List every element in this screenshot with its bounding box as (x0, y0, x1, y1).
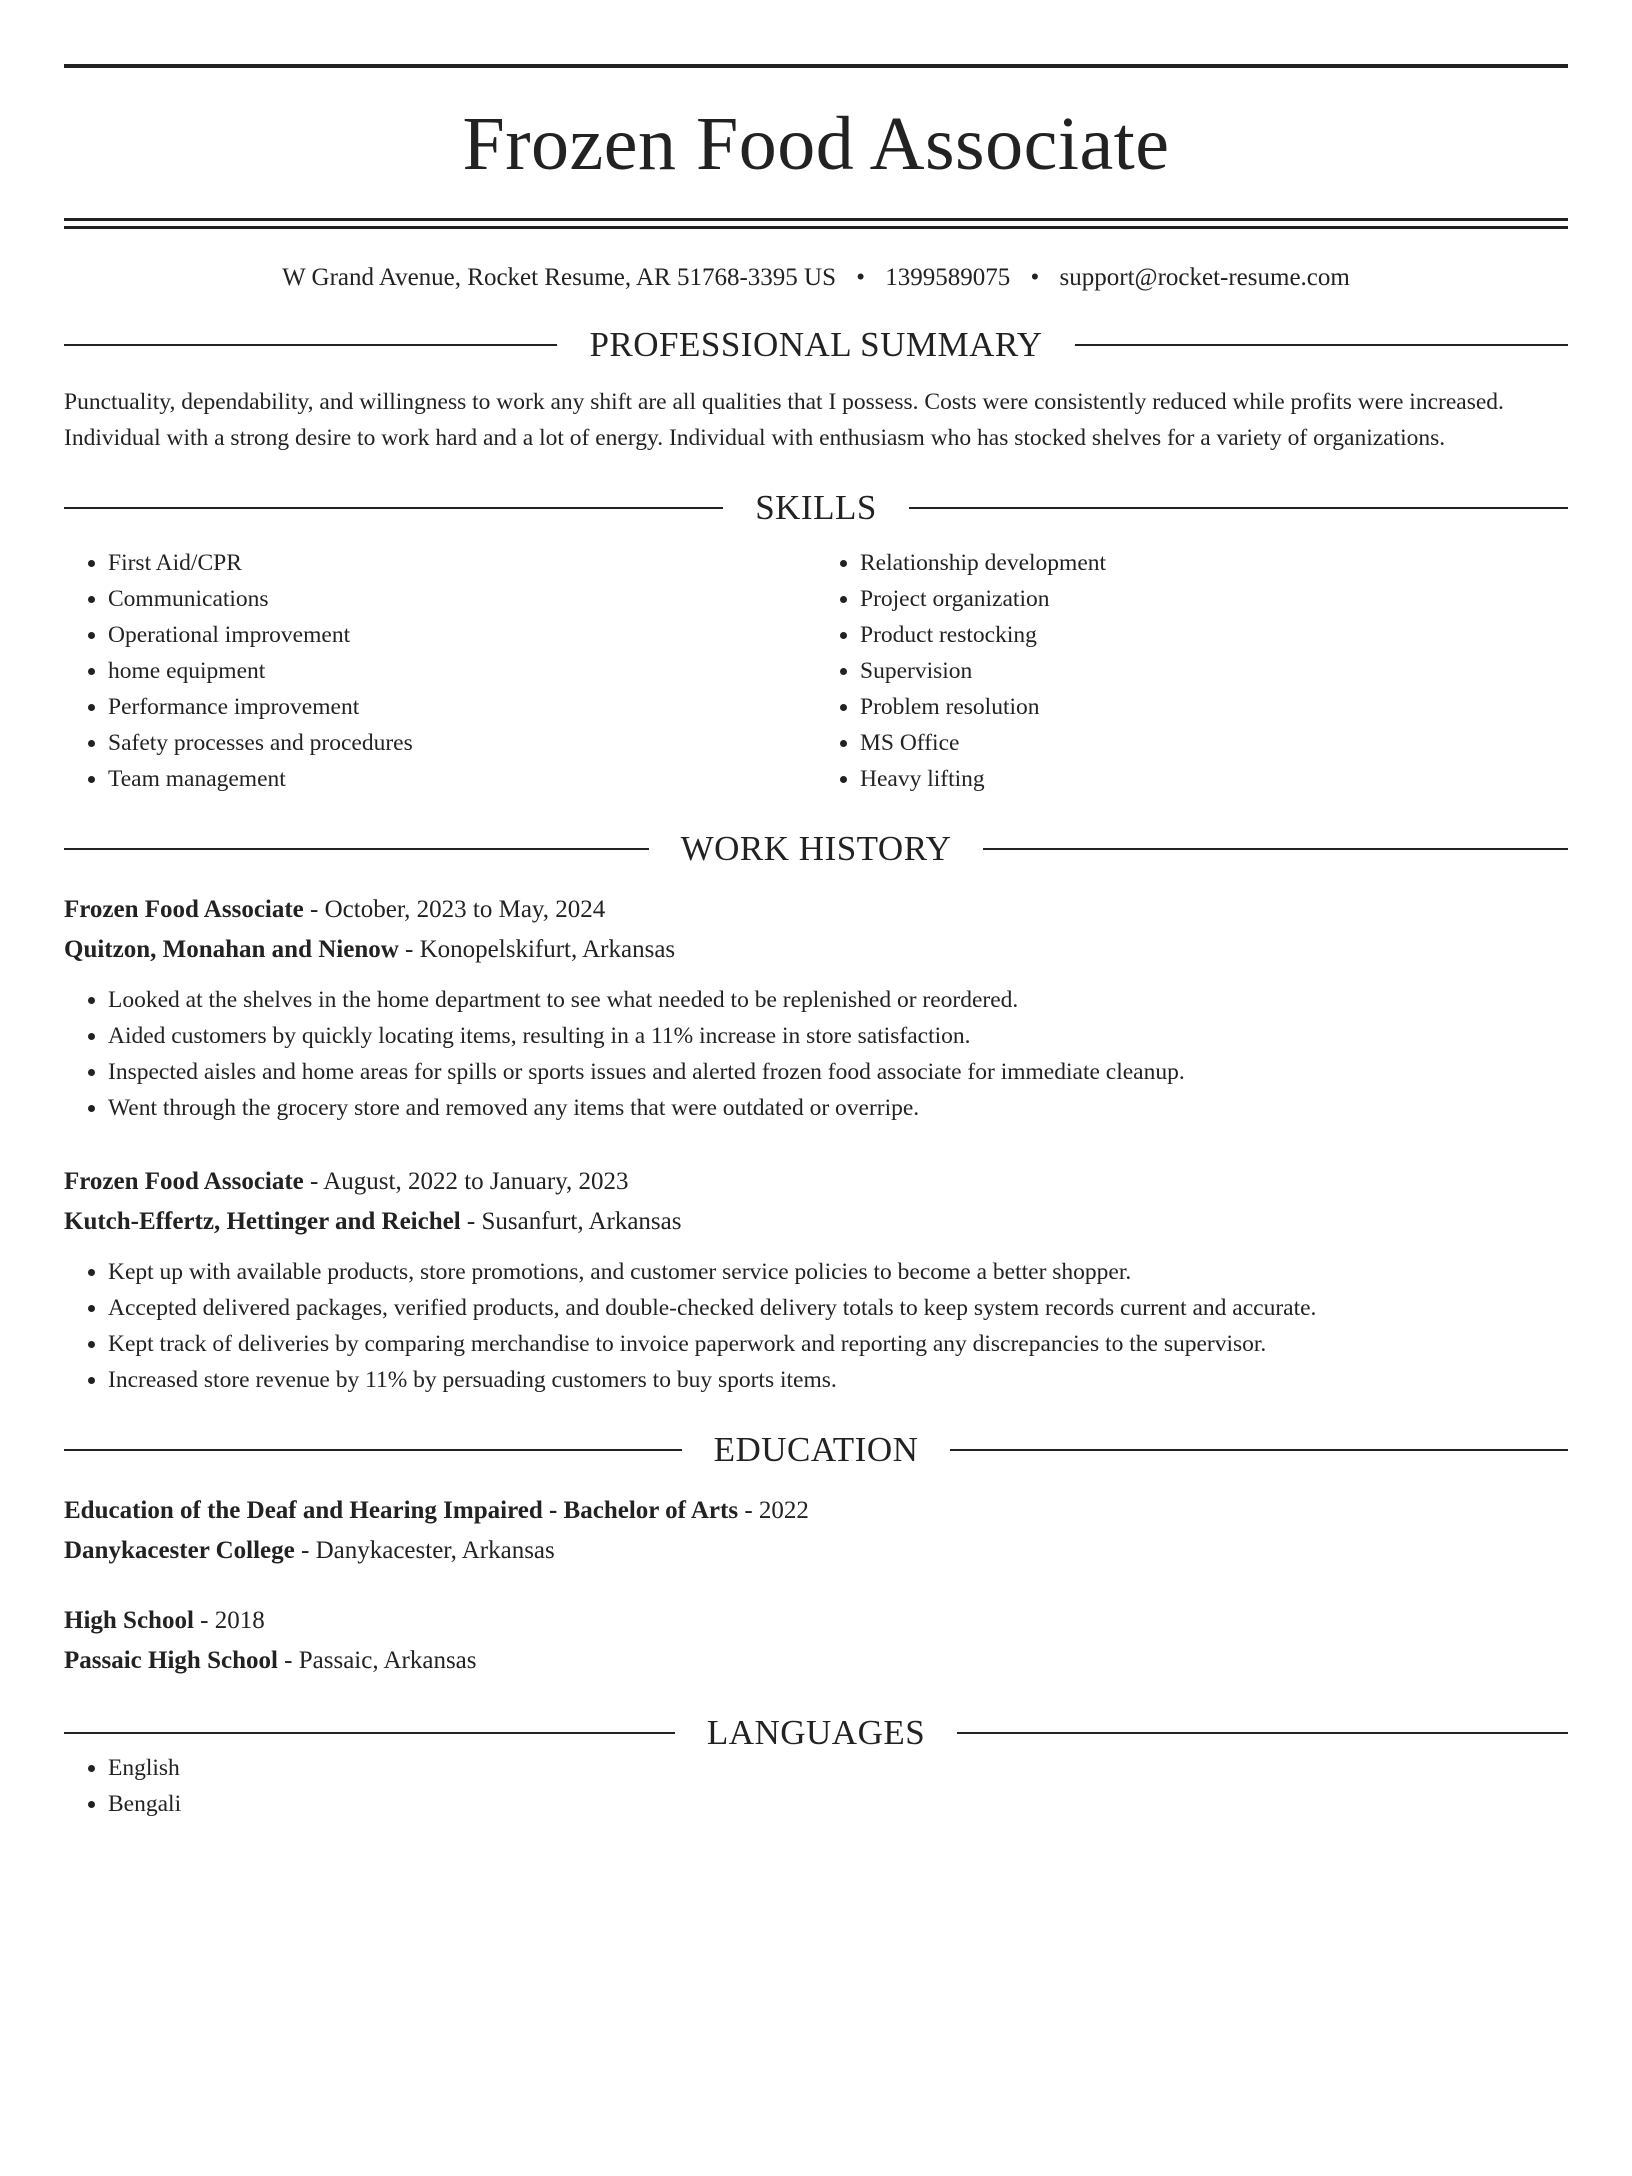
contact-line (64, 263, 1568, 293)
job-dates: - August, 2022 to January, 2023 (303, 1168, 629, 1195)
education-school: Danykacester College (64, 1537, 295, 1564)
section-rule (64, 1449, 682, 1451)
education-location: - Passaic, Arkansas (277, 1647, 477, 1674)
skill-item: • home equipment (108, 653, 816, 689)
language-item: • Bengali (108, 1786, 1568, 1822)
education-location: - Danykacester, Arkansas (294, 1537, 555, 1564)
section-title: EDUCATION (713, 1430, 919, 1469)
education-degree-line (64, 1601, 1568, 1641)
section-title: PROFESSIONAL SUMMARY (589, 325, 1043, 364)
section-rule (64, 848, 649, 850)
job-bullet: • Increased store revenue by 11% by persuading customers to buy sports items. (108, 1362, 1568, 1398)
top-rule (64, 64, 1568, 68)
skill-item: • Relationship development (860, 545, 1568, 581)
education-school-line (64, 1641, 1568, 1681)
job-company-line (64, 1202, 1568, 1242)
job-bullet: • Aided customers by quickly locating items, resulting in a 11% increase in store satisfaction. (108, 1018, 1568, 1054)
education-school: Passaic High School (64, 1647, 278, 1674)
skill-item: • Team management (108, 761, 816, 797)
skill-item: • Performance improvement (108, 689, 816, 725)
skill-item: • Problem resolution (860, 689, 1568, 725)
job-bullet: • Accepted delivered packages, verified products, and double-checked delivery totals to keep system records current and accurate. (108, 1290, 1568, 1326)
job-location: - Susanfurt, Arkansas (460, 1208, 682, 1235)
job-bullet: • Inspected aisles and home areas for spills or sports issues and alerted frozen food associate for immediate cleanup. (108, 1054, 1568, 1090)
skill-item: • Communications (108, 581, 816, 617)
section-rule (909, 507, 1568, 509)
education-entry (64, 1491, 1568, 1571)
contact-separator: • (856, 264, 866, 291)
contact-address: W Grand Avenue, Rocket Resume, AR 51768-3395 US (282, 264, 837, 291)
education-degree: Education of the Deaf and Hearing Impaired - Bachelor of Arts (64, 1497, 739, 1524)
skill-item: • Supervision (860, 653, 1568, 689)
job-title-line (64, 1162, 1568, 1202)
skill-item: • Product restocking (860, 617, 1568, 653)
contact-email: support@rocket-resume.com (1059, 264, 1350, 291)
job-entry (64, 1162, 1568, 1398)
contact-phone: 1399589075 (885, 264, 1011, 291)
job-location: - Konopelskifurt, Arkansas (398, 936, 676, 963)
job-dates: - October, 2023 to May, 2024 (303, 896, 606, 923)
job-company: Kutch-Effertz, Hettinger and Reichel (64, 1208, 461, 1235)
header-double-rule (64, 218, 1568, 229)
section-rule (957, 1732, 1568, 1734)
section-title: WORK HISTORY (680, 829, 952, 868)
section-rule (64, 507, 723, 509)
job-company: Quitzon, Monahan and Nienow (64, 936, 399, 963)
job-bullets (64, 982, 1568, 1126)
skills-column-left (64, 545, 816, 797)
skill-item: • MS Office (860, 725, 1568, 761)
education-degree-line (64, 1491, 1568, 1531)
skill-item: • First Aid/CPR (108, 545, 816, 581)
section-rule (983, 848, 1568, 850)
section-header-education (64, 1432, 1568, 1467)
job-role: Frozen Food Associate (64, 896, 304, 923)
skill-item: • Safety processes and procedures (108, 725, 816, 761)
resume-page (0, 64, 1632, 2176)
section-title: LANGUAGES (706, 1713, 926, 1752)
section-header-languages (64, 1715, 1568, 1750)
section-header-summary (64, 327, 1568, 362)
skills-list (64, 545, 1568, 797)
job-bullet: • Kept up with available products, store promotions, and customer service policies to become a better shopper. (108, 1254, 1568, 1290)
skill-item: • Heavy lifting (860, 761, 1568, 797)
section-title: SKILLS (755, 488, 877, 527)
job-bullets (64, 1254, 1568, 1398)
section-rule (64, 1732, 675, 1734)
section-header-skills (64, 490, 1568, 525)
section-rule (950, 1449, 1568, 1451)
job-company-line (64, 930, 1568, 970)
section-rule (64, 344, 557, 346)
job-bullet: • Kept track of deliveries by comparing merchandise to invoice paperwork and reporting any discrepancies to the supervisor. (108, 1326, 1568, 1362)
resume-name: Frozen Food Associate (462, 102, 1170, 186)
job-bullet: • Looked at the shelves in the home department to see what needed to be replenished or reordered. (108, 982, 1568, 1018)
job-entry (64, 890, 1568, 1126)
education-year: - 2018 (193, 1607, 265, 1634)
job-role: Frozen Food Associate (64, 1168, 304, 1195)
languages-list (64, 1750, 1568, 1822)
job-bullet: • Went through the grocery store and removed any items that were outdated or overripe. (108, 1090, 1568, 1126)
education-entry (64, 1601, 1568, 1681)
job-title-line (64, 890, 1568, 930)
summary-text: Punctuality, dependability, and willingness to work any shift are all qualities that I possess. Costs were consistently reduced while profits were increased. Individual with a strong desire to work hard and a lot of energy. Individual with enthusiasm who has stocked shelves for a variety of organizations. (64, 389, 1504, 451)
education-school-line (64, 1531, 1568, 1571)
skills-column-right (816, 545, 1568, 797)
contact-separator: • (1030, 264, 1040, 291)
skill-item: • Project organization (860, 581, 1568, 617)
section-rule (1075, 344, 1568, 346)
section-header-work (64, 831, 1568, 866)
education-year: - 2022 (738, 1497, 809, 1524)
education-degree: High School (64, 1607, 194, 1634)
skill-item: • Operational improvement (108, 617, 816, 653)
language-item: • English (108, 1750, 1568, 1786)
